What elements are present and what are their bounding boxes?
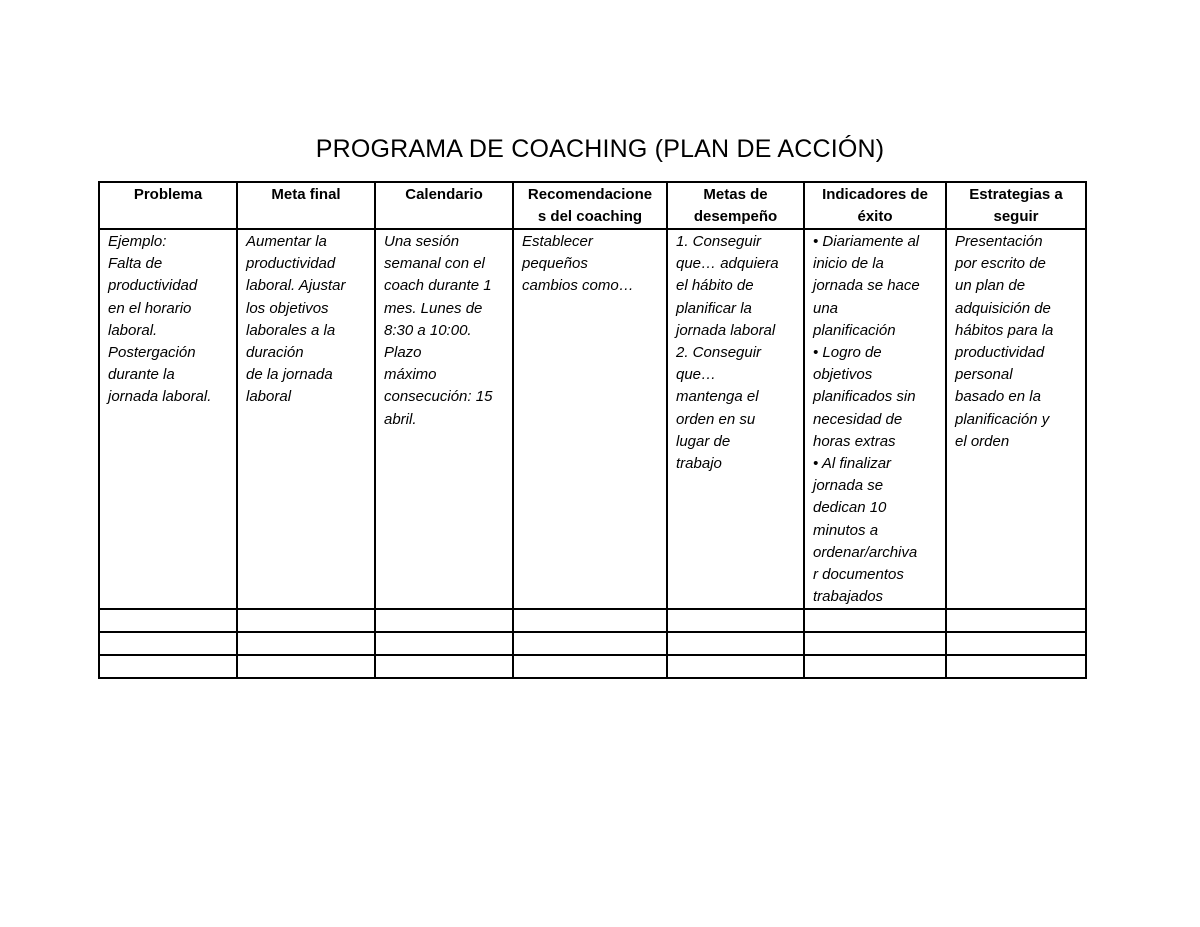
cell-indicadores-exito: • Diariamente al inicio de la jornada se hace una planificación • Logro de objetivos planificados sin necesidad de horas extras • Al finalizar jornada se dedican 10 minutos a ordenar/archiva r documentos trabajados — [804, 229, 946, 609]
empty-cell — [804, 609, 946, 632]
empty-cell — [375, 655, 513, 678]
example-row — [99, 229, 1086, 609]
header-problema: Problema — [99, 182, 237, 229]
empty-cell — [375, 632, 513, 655]
empty-cell — [946, 609, 1086, 632]
header-indicadores-exito: Indicadores de éxito — [804, 182, 946, 229]
empty-cell — [804, 632, 946, 655]
empty-cell — [513, 632, 667, 655]
header-metas-desempeno: Metas de desempeño — [667, 182, 804, 229]
cell-problema: Ejemplo: Falta de productividad en el horario laboral. Postergación durante la jornada laboral. — [99, 229, 237, 609]
empty-cell — [946, 655, 1086, 678]
empty-cell — [99, 655, 237, 678]
empty-row — [99, 609, 1086, 632]
cell-recomendaciones: Establecer pequeños cambios como… — [513, 229, 667, 609]
empty-cell — [667, 609, 804, 632]
cell-calendario: Una sesión semanal con el coach durante 1 mes. Lunes de 8:30 a 10:00. Plazo máximo consecución: 15 abril. — [375, 229, 513, 609]
empty-cell — [946, 632, 1086, 655]
empty-cell — [513, 609, 667, 632]
empty-cell — [804, 655, 946, 678]
empty-cell — [237, 655, 375, 678]
empty-row — [99, 632, 1086, 655]
empty-cell — [667, 655, 804, 678]
cell-estrategias: Presentación por escrito de un plan de adquisición de hábitos para la productividad personal basado en la planificación y el orden — [946, 229, 1086, 609]
empty-cell — [667, 632, 804, 655]
empty-cell — [513, 655, 667, 678]
cell-meta-final: Aumentar la productividad laboral. Ajustar los objetivos laborales a la duración de la jornada laboral — [237, 229, 375, 609]
action-plan-table — [98, 181, 1087, 679]
empty-cell — [237, 632, 375, 655]
header-meta-final: Meta final — [237, 182, 375, 229]
empty-cell — [99, 632, 237, 655]
empty-cell — [375, 609, 513, 632]
cell-metas-desempeno: 1. Conseguir que… adquiera el hábito de planificar la jornada laboral 2. Conseguir que… mantenga el orden en su lugar de trabajo — [667, 229, 804, 609]
empty-cell — [99, 609, 237, 632]
header-estrategias: Estrategias a seguir — [946, 182, 1086, 229]
header-calendario: Calendario — [375, 182, 513, 229]
empty-cell — [237, 609, 375, 632]
header-row — [99, 182, 1086, 229]
empty-row — [99, 655, 1086, 678]
header-recomendaciones: Recomendacione s del coaching — [513, 182, 667, 229]
page-title: PROGRAMA DE COACHING (PLAN DE ACCIÓN) — [315, 135, 885, 163]
